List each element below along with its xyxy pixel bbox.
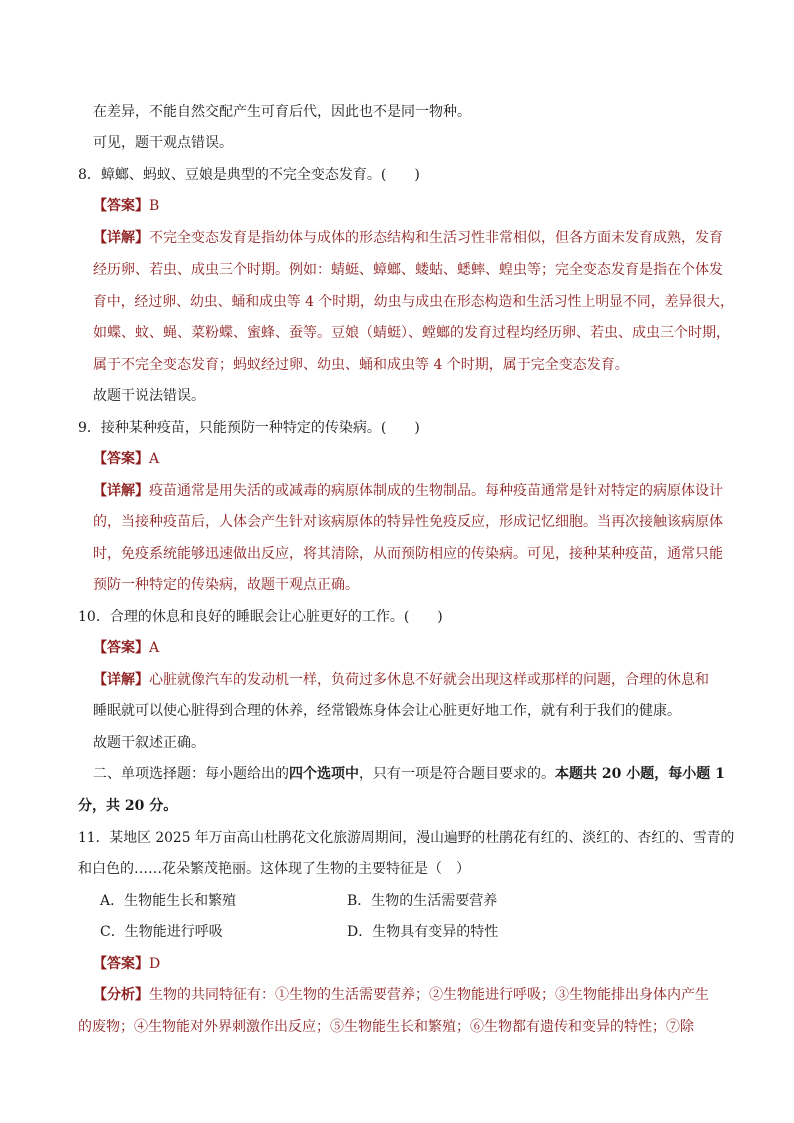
conclusion-8: 故题干说法错误。 bbox=[93, 388, 205, 404]
answer-value: A bbox=[149, 451, 160, 467]
option-a: A．生物能生长和繁殖 bbox=[100, 893, 237, 909]
detail-text: 不完全变态发育是指幼体与成体的形态结构和生活习性非常相似，但各方面未发育成熟，发育 bbox=[149, 230, 723, 246]
analysis-text: 生物的共同特征有：①生物的生活需要营养；②生物能进行呼吸；③生物能排出身体内产生 bbox=[149, 987, 709, 1003]
detail-tag: 【详解】 bbox=[93, 230, 149, 246]
analysis-11-line bbox=[93, 985, 709, 1005]
section-text: 二、单项选择题：每小题给出的 bbox=[93, 766, 289, 782]
answer-11 bbox=[93, 954, 160, 974]
detail-10-line: 睡眠就可以使心脏得到合理的休养，经常锻炼身体会让心脏更好地工作，就有利于我们的健康。 bbox=[93, 703, 681, 719]
answer-value: A bbox=[149, 640, 160, 656]
detail-8-line: 育中，经过卵、幼虫、蛹和成虫等 4 个时期，幼虫与成虫在形态构造和生活习性上明显不同，差异很大， bbox=[93, 294, 734, 310]
question-9: 9．接种某种疫苗，只能预防一种特定的传染病。( ) bbox=[78, 420, 420, 436]
answer-value: D bbox=[149, 956, 161, 972]
section-heading-cont bbox=[78, 796, 177, 816]
detail-10-line bbox=[93, 670, 709, 690]
question-11: 11．某地区 2025 年万亩高山杜鹃花文化旅游周期间，漫山遍野的杜鹃花有红的、淡红的、杏红的、雪青的 bbox=[78, 830, 735, 846]
detail-9-line: 时，免疫系统能够迅速做出反应，将其清除，从而预防相应的传染病。可见，接种某种疫苗，通常只能 bbox=[93, 546, 723, 562]
question-11-cont: 和白色的……花朵繁茂艳丽。这体现了生物的主要特征是（ ） bbox=[78, 861, 470, 877]
analysis-tag: 【分析】 bbox=[93, 987, 149, 1003]
question-8: 8．蟑螂、蚂蚁、豆娘是典型的不完全变态发育。( ) bbox=[78, 167, 420, 183]
detail-text: 疫苗通常是用失活的或减毒的病原体制成的生物制品。每种疫苗通常是针对特定的病原体设计 bbox=[149, 483, 723, 499]
detail-8-line: 属于不完全变态发育；蚂蚁经过卵、幼虫、蛹和成虫等 4 个时期，属于完全变态发育。 bbox=[93, 357, 629, 373]
answer-tag: 【答案】 bbox=[93, 451, 149, 467]
answer-tag: 【答案】 bbox=[93, 640, 149, 656]
option-b: B．生物的生活需要营养 bbox=[347, 893, 498, 909]
answer-10 bbox=[93, 638, 159, 658]
option-c: C．生物能进行呼吸 bbox=[100, 924, 223, 940]
section-text-bold: 本题共 20 小题，每小题 1 bbox=[555, 766, 725, 782]
answer-value: B bbox=[149, 198, 160, 214]
detail-9-line: 的，当接种疫苗后，人体会产生针对该病原体的特异性免疫反应，形成记忆细胞。当再次接触该病原体 bbox=[93, 514, 723, 530]
section-text: ，只有一项是符合题目要求的。 bbox=[359, 766, 555, 782]
detail-tag: 【详解】 bbox=[93, 672, 149, 688]
section-heading bbox=[93, 764, 725, 784]
answer-tag: 【答案】 bbox=[93, 198, 149, 214]
section-text-bold: 分，共 20 分。 bbox=[78, 798, 178, 814]
text-line: 可见，题干观点错误。 bbox=[93, 135, 233, 151]
answer-9 bbox=[93, 449, 159, 469]
detail-tag: 【详解】 bbox=[93, 483, 149, 499]
section-text-bold: 四个选项中 bbox=[289, 766, 359, 782]
detail-9-line bbox=[93, 481, 723, 501]
answer-8 bbox=[93, 196, 159, 216]
answer-tag: 【答案】 bbox=[93, 956, 149, 972]
detail-8-line: 经历卵、若虫、成虫三个时期。例如：蜻蜓、蟑螂、蝼蛄、蟋蟀、蝗虫等；完全变态发育是指在个体发 bbox=[93, 262, 723, 278]
detail-8-line: 如蝶、蚊、蝇、菜粉蝶、蜜蜂、蚕等。豆娘（蜻蜓）、螳螂的发育过程均经历卵、若虫、成虫三个时期， bbox=[93, 325, 730, 341]
question-10: 10．合理的休息和良好的睡眠会让心脏更好的工作。( ) bbox=[78, 609, 443, 625]
detail-text: 心脏就像汽车的发动机一样，负荷过多休息不好就会出现这样或那样的问题，合理的休息和 bbox=[149, 672, 709, 688]
detail-9-line: 预防一种特定的传染病，故题干观点正确。 bbox=[93, 577, 359, 593]
text-line: 在差异，不能自然交配产生可育后代，因此也不是同一物种。 bbox=[93, 104, 471, 120]
analysis-11-line: 的废物；④生物能对外界刺激作出反应；⑤生物能生长和繁殖；⑥生物都有遗传和变异的特性；⑦除 bbox=[78, 1019, 694, 1035]
detail-8-line bbox=[93, 228, 723, 248]
conclusion-10: 故题干叙述正确。 bbox=[93, 735, 205, 751]
option-d: D．生物具有变异的特性 bbox=[347, 924, 499, 940]
